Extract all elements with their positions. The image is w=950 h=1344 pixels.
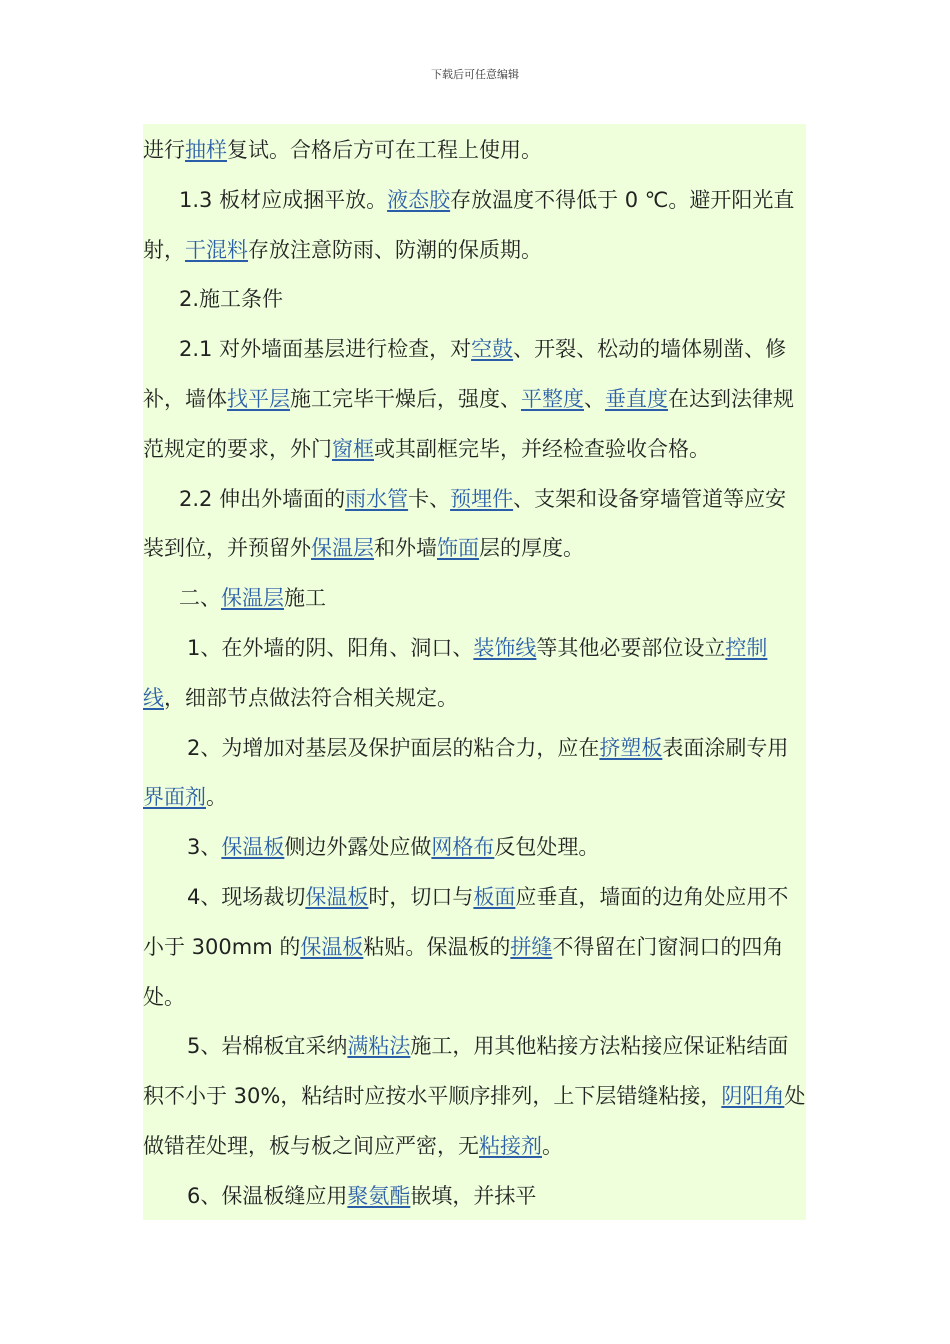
term-link[interactable]: 装饰线 bbox=[473, 635, 537, 660]
paragraph bbox=[143, 574, 806, 624]
term-link[interactable]: 雨水管 bbox=[345, 486, 409, 511]
term-link[interactable]: 保温板 bbox=[221, 835, 285, 860]
document-body bbox=[143, 124, 806, 1220]
text-segment: 2.施工条件 bbox=[179, 287, 284, 312]
text-segment: 和外墙 bbox=[374, 536, 437, 561]
paragraph bbox=[143, 823, 806, 873]
term-link[interactable]: 板面 bbox=[473, 884, 516, 909]
text-segment: 处做错茬处理，板与板之间应严密，无 bbox=[143, 1084, 806, 1158]
paragraph bbox=[143, 624, 806, 724]
text-segment: 时，切口与 bbox=[368, 884, 474, 909]
paragraph bbox=[143, 1172, 806, 1220]
text-segment: 进行 bbox=[143, 138, 185, 162]
text-segment: 3、 bbox=[187, 835, 222, 860]
text-segment: 4、现场裁切 bbox=[187, 884, 306, 909]
term-link[interactable]: 平整度 bbox=[521, 386, 584, 411]
text-segment: 。 bbox=[206, 785, 227, 810]
text-segment: 二、 bbox=[179, 586, 221, 611]
text-segment: 1.3 板材应成捆平放。 bbox=[179, 187, 388, 212]
paragraph bbox=[143, 1022, 806, 1171]
text-segment: 侧边外露处应做 bbox=[284, 835, 432, 860]
term-link[interactable]: 垂直度 bbox=[605, 386, 668, 411]
term-link[interactable]: 界面剂 bbox=[143, 785, 206, 810]
text-segment: 。 bbox=[542, 1133, 563, 1158]
text-segment: 卡、 bbox=[408, 486, 451, 511]
text-segment: 表面涂刷专用 bbox=[662, 735, 789, 760]
term-link[interactable]: 饰面 bbox=[437, 536, 479, 561]
term-link[interactable]: 液态胶 bbox=[387, 187, 451, 212]
text-segment: 不得留在门窗洞口的四角处。 bbox=[143, 934, 784, 1009]
page-header: 下载后可任意编辑 bbox=[431, 68, 519, 81]
text-segment: 、 bbox=[584, 386, 605, 411]
text-segment: 2.2 伸出外墙面的 bbox=[179, 486, 346, 511]
term-link[interactable]: 保温层 bbox=[221, 586, 284, 611]
paragraph bbox=[143, 126, 806, 176]
term-link[interactable]: 挤塑板 bbox=[599, 735, 663, 760]
text-segment: 、支架和设备穿墙管道等应安装到位，并预留外 bbox=[143, 486, 787, 561]
term-link[interactable]: 空鼓 bbox=[471, 337, 514, 362]
term-link[interactable]: 阴阳角 bbox=[721, 1084, 785, 1109]
text-segment: 、开裂、松动的墙体剔凿、修补，墙体 bbox=[143, 337, 787, 411]
term-link[interactable]: 窗框 bbox=[332, 436, 374, 461]
text-segment: 或其副框完毕，并经检查验收合格。 bbox=[374, 436, 710, 461]
text-segment: 粘贴。保温板的 bbox=[363, 934, 511, 959]
paragraph bbox=[143, 475, 806, 575]
term-link[interactable]: 找平层 bbox=[227, 386, 290, 411]
term-link[interactable]: 聚氨酯 bbox=[347, 1183, 411, 1208]
text-segment: 施工，用其他粘接方法粘接应保证粘结面积不小于 30%，粘结时应按水平顺序排列，上下层错缝粘接， bbox=[143, 1034, 789, 1109]
term-link[interactable]: 粘接剂 bbox=[479, 1133, 542, 1158]
term-link[interactable]: 保温板 bbox=[305, 884, 369, 909]
text-segment: 反包处理。 bbox=[494, 835, 600, 860]
text-segment: 施工完毕干燥后，强度、 bbox=[290, 386, 521, 411]
text-segment: 应垂直，墙面的边角处应用不小于 300mm 的 bbox=[143, 884, 789, 959]
text-segment: 2.1 对外墙面基层进行检查，对 bbox=[179, 337, 472, 362]
paragraph bbox=[143, 176, 806, 276]
paragraph bbox=[143, 275, 806, 325]
text-segment: 存放温度不得低于 0 ℃。避开阳光直射， bbox=[143, 187, 795, 262]
text-segment: ，细部节点做法符合相关规定。 bbox=[164, 685, 458, 710]
term-link[interactable]: 抽样 bbox=[185, 138, 227, 162]
text-segment: 5、岩棉板宜采纳 bbox=[187, 1034, 348, 1059]
text-segment: 嵌填，并抹平 bbox=[410, 1183, 537, 1208]
term-link[interactable]: 保温层 bbox=[311, 536, 374, 561]
term-link[interactable]: 预埋件 bbox=[450, 486, 514, 511]
term-link[interactable]: 网格布 bbox=[431, 835, 495, 860]
text-segment: 1、在外墙的阴、阳角、洞口、 bbox=[187, 635, 474, 660]
term-link[interactable]: 干混料 bbox=[185, 237, 248, 262]
text-segment: 等其他必要部位设立 bbox=[536, 635, 726, 660]
text-segment: 存放注意防雨、防潮的保质期。 bbox=[248, 237, 542, 262]
term-link[interactable]: 保温板 bbox=[300, 934, 364, 959]
term-link[interactable]: 满粘法 bbox=[347, 1034, 411, 1059]
text-segment: 在达到法律规范规定的要求，外门 bbox=[143, 386, 794, 461]
term-link[interactable]: 控制线 bbox=[143, 635, 768, 710]
text-segment: 复试。合格后方可在工程上使用。 bbox=[227, 138, 542, 162]
term-link[interactable]: 拼缝 bbox=[510, 934, 553, 959]
paragraph bbox=[143, 873, 806, 1022]
paragraph bbox=[143, 325, 806, 474]
text-segment: 施工 bbox=[284, 586, 326, 611]
text-segment: 2、为增加对基层及保护面层的粘合力，应在 bbox=[187, 735, 600, 760]
paragraph bbox=[143, 724, 806, 824]
text-segment: 6、保温板缝应用 bbox=[187, 1183, 348, 1208]
text-segment: 层的厚度。 bbox=[479, 536, 584, 561]
